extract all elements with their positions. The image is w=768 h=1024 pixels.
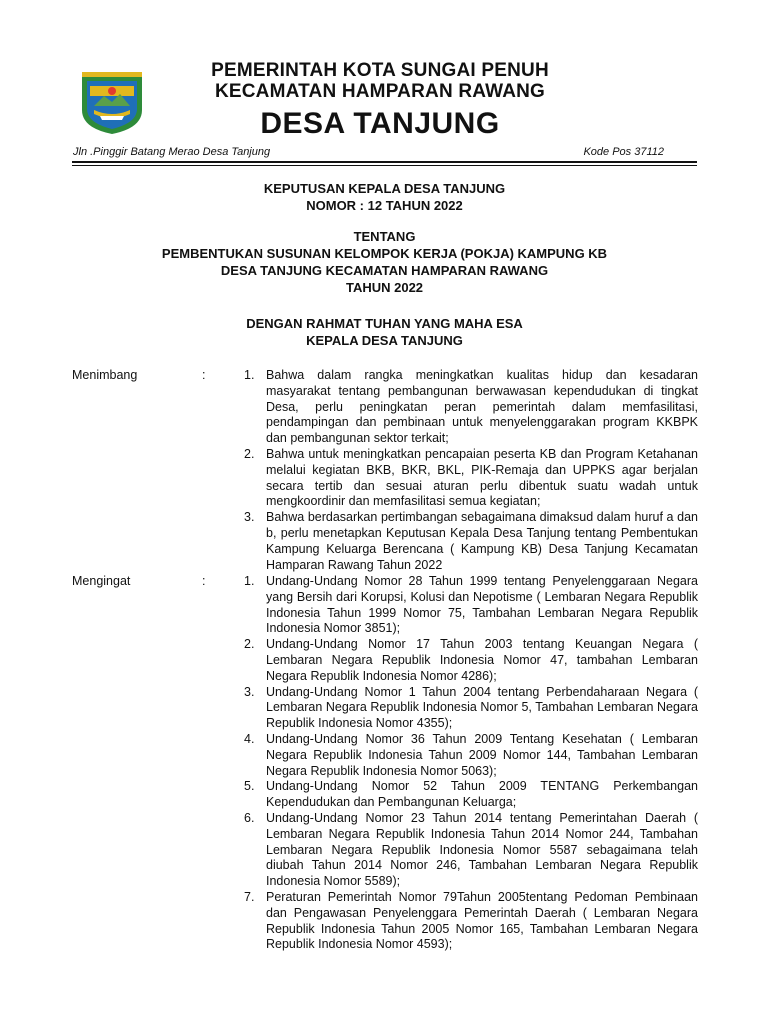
item-text: Undang-Undang Nomor 52 Tahun 2009 TENTANG Perkembangan Kependudukan dan Pembangunan Keluarga; xyxy=(266,779,698,810)
item-text: Undang-Undang Nomor 28 Tahun 1999 tentang Penyelenggaraan Negara yang Bersih dari Korupsi, Kolusi dan Nepotisme ( Lembaran Negara Republik Indonesia Tahun 1999 Nomor 75, Tambahan Lembaran Negara Republik Indonesia Nomor 3851); xyxy=(266,574,698,636)
list-item xyxy=(244,890,698,953)
postal-code: Kode Pos 37112 xyxy=(583,146,664,158)
section-label: Mengingat xyxy=(72,574,131,588)
item-text: Undang-Undang Nomor 23 Tahun 2014 tentang Pemerintahan Daerah ( Lembaran Negara Republik Indonesia Tahun 2014 Nomor 244, Tambahan Lembaran Negara Republik Indonesia Nomor 5587 sebagaimana telah diubah Tahun 2014 Nomor 246, Tambahan Lembaran Negara Republik Indonesia Nomor 5589); xyxy=(266,810,698,889)
item-text: Undang-Undang Nomor 1 Tahun 2004 tentang Perbendaharaan Negara ( Lembaran Negara Republik Indonesia Nomor 5, Tambahan Lembaran Negara Republik Indonesia Nomor 4355); xyxy=(266,684,698,731)
list-item xyxy=(244,368,698,447)
letterhead-divider-thin xyxy=(72,165,697,166)
item-number: 3. xyxy=(244,684,255,699)
item-number: 2. xyxy=(244,637,255,652)
section-colon: : xyxy=(202,574,206,588)
item-text: Peraturan Pemerintah Nomor 79Tahun 2005tentang Pedoman Pembinaan dan Pengawasan Penyelenggara Pemerintah Daerah ( Lembaran Negara Republik Indonesia Tahun 2005 Nomor 165, Tambahan Lembaran Negara Republik Indonesia Nomor 4593); xyxy=(266,889,698,952)
section-menimbang xyxy=(72,368,700,573)
village-name: DESA TANJUNG xyxy=(260,107,500,140)
list-item xyxy=(244,637,698,684)
decree-title: KEPUTUSAN KEPALA DESA TANJUNG xyxy=(263,181,506,196)
list-item xyxy=(244,811,698,890)
item-number: 6. xyxy=(244,810,255,825)
letterhead xyxy=(160,60,600,143)
subject-line-1: PEMBENTUKAN SUSUNAN KELOMPOK KERJA (POKJA) KAMPUNG KB xyxy=(161,246,608,261)
decree-number: NOMOR : 12 TAHUN 2022 xyxy=(306,198,463,213)
list-item xyxy=(244,447,698,510)
district-name: KECAMATAN HAMPARAN RAWANG xyxy=(214,81,546,102)
item-number: 2. xyxy=(244,446,255,461)
section-mengingat xyxy=(72,574,700,953)
subject-line-3: TAHUN 2022 xyxy=(345,280,424,295)
item-number: 3. xyxy=(244,510,255,525)
decree-preamble xyxy=(72,315,697,349)
decree-subject xyxy=(72,228,697,296)
item-text: Undang-Undang Nomor 36 Tahun 2009 Tentang Kesehatan ( Lembaran Negara Republik Indonesia Tahun 2009 Nomor 144, Tambahan Lembaran Negara Republik Indonesia Nomor 5063); xyxy=(266,731,698,778)
menimbang-list xyxy=(244,368,698,573)
section-colon: : xyxy=(202,368,206,382)
regional-emblem-icon xyxy=(76,70,148,136)
address: Jln .Pinggir Batang Merao Desa Tanjung xyxy=(73,146,271,158)
list-item xyxy=(244,574,698,637)
item-number: 4. xyxy=(244,731,255,746)
list-item xyxy=(244,732,698,779)
government-name: PEMERINTAH KOTA SUNGAI PENUH xyxy=(211,60,549,81)
about-label: TENTANG xyxy=(353,229,416,244)
letterhead-divider xyxy=(72,161,697,163)
blessing-line: DENGAN RAHMAT TUHAN YANG MAHA ESA xyxy=(246,316,523,331)
item-text: Bahwa berdasarkan pertimbangan sebagaimana dimaksud dalam huruf a dan b, perlu menetapkan Keputusan Kepala Desa Tanjung tentang Pembentukan Kampung Keluarga Berencana ( Kampung KB) Desa Tanjung Kecamatan Hamparan Rawang Tahun 2022 xyxy=(266,510,698,572)
item-text: Bahwa untuk meningkatkan pencapaian peserta KB dan Program Ketahanan melalui kegiatan BKB, BKR, BKL, PIK-Remaja dan UPPKS agar berjalan secara tertib dan sesuai aturan perlu dibentuk suatu wadah untuk mengkoordinir dan memfasilitasi semua kegiatan; xyxy=(266,446,698,509)
item-number: 1. xyxy=(244,368,255,382)
authority-line: KEPALA DESA TANJUNG xyxy=(306,333,463,348)
subject-line-2: DESA TANJUNG KECAMATAN HAMPARAN RAWANG xyxy=(220,263,549,278)
list-item xyxy=(244,779,698,811)
item-number: 7. xyxy=(244,889,255,904)
section-label: Menimbang xyxy=(72,368,138,382)
item-number: 1. xyxy=(244,574,255,588)
decree-heading xyxy=(72,180,697,214)
item-text: Bahwa dalam rangka meningkatkan kualitas hidup dan kesadaran masyarakat tentang pembangunan berwawasan kependudukan di tingkat Desa, perlu peningkatan peran pemerintah dalam memfasilitasi, pendampingan dan pembinaan untuk menyelenggarakan program KKBPK dan pembangunan sektor terkait; xyxy=(266,368,698,446)
list-item xyxy=(244,685,698,732)
mengingat-list xyxy=(244,574,698,953)
item-text: Undang-Undang Nomor 17 Tahun 2003 tentang Keuangan Negara ( Lembaran Negara Republik Indonesia Nomor 47, tambahan Lembaran Negara Republik Indonesia Nomor 4286); xyxy=(266,637,698,683)
list-item xyxy=(244,510,698,573)
item-number: 5. xyxy=(244,779,255,794)
